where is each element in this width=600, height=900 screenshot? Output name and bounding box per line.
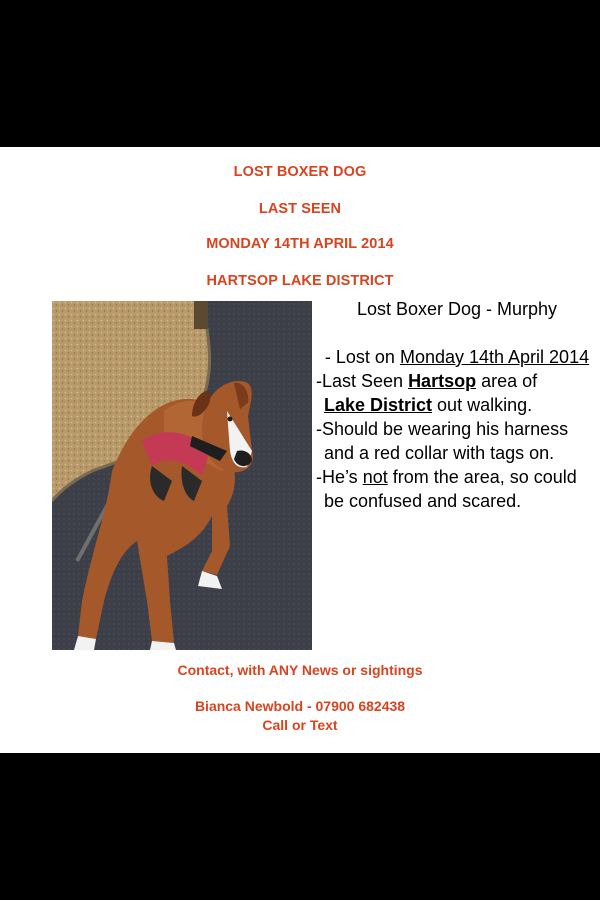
boxer-dog-photo — [52, 301, 312, 650]
details-title: Lost Boxer Dog - Murphy — [356, 299, 558, 319]
seen-prefix: -Last Seen — [316, 371, 409, 391]
contact-call-or-text: Call or Text — [262, 717, 338, 733]
last-seen-line — [316, 369, 598, 417]
area-line — [316, 465, 598, 513]
headline-last-seen: LAST SEEN — [258, 201, 342, 217]
area-not: not — [362, 467, 388, 487]
headline-date: MONDAY 14TH APRIL 2014 — [206, 236, 394, 252]
area-prefix: -He’s — [316, 467, 363, 487]
headline-lost-boxer-dog: LOST BOXER DOG — [233, 164, 367, 180]
area-suffix: from the area, so could be confused and scared. — [324, 467, 577, 511]
lost-prefix: - Lost on — [324, 347, 400, 367]
lost-dog-poster — [0, 147, 600, 753]
seen-mid: area of — [476, 371, 538, 391]
seen-place: Hartsop — [408, 371, 477, 391]
contact-heading: Contact, with ANY News or sightings — [177, 662, 423, 678]
contact-name-phone: Bianca Newbold - 07900 682438 — [194, 698, 406, 714]
seen-region: Lake District — [324, 395, 433, 415]
headline-location: HARTSOP LAKE DISTRICT — [206, 273, 394, 289]
lost-date: Monday 14th April 2014 — [399, 347, 590, 367]
lost-date-line — [316, 345, 598, 369]
dog-details — [316, 297, 598, 513]
wearing-line: -Should be wearing his harness and a red collar with tags on. — [316, 419, 569, 463]
seen-suffix: out walking. — [432, 395, 533, 415]
